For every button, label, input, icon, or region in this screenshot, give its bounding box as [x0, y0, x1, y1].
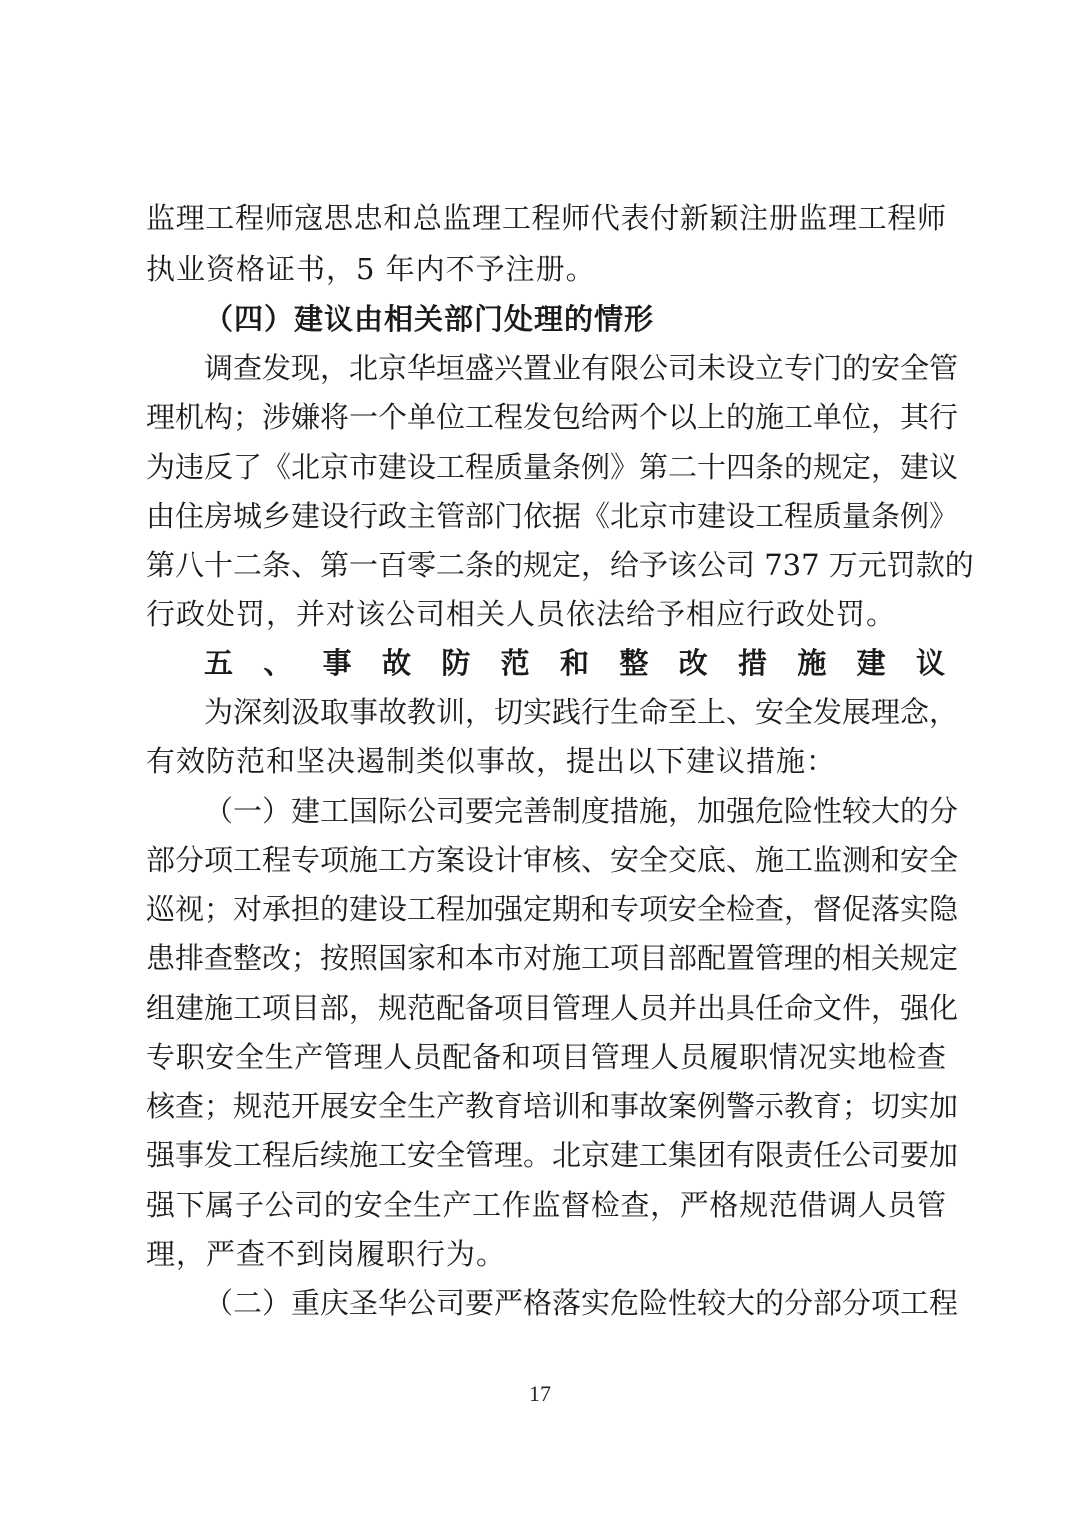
text-line-19: 核查；规范开展安全生产教育培训和事故案例警示教育；切实加	[146, 1089, 959, 1123]
text-line-23: （二）重庆圣华公司要严格落实危险性较大的分部分项工程	[204, 1286, 959, 1320]
text-line-1: 监理工程师寇思忠和总监理工程师代表付新颖注册监理工程师	[146, 201, 946, 235]
subsection-heading-4: （四）建议由相关部门处理的情形	[204, 302, 655, 336]
text-line-20: 强事发工程后续施工安全管理。北京建工集团有限责任公司要加	[146, 1138, 959, 1172]
text-line-8: 第八十二条、第一百零二条的规定，给予该公司 737 万元罚款的	[146, 548, 974, 582]
text-line-7: 由住房城乡建设行政主管部门依据《北京市建设工程质量条例》	[146, 499, 959, 533]
text-line-11: 为深刻汲取事故教训，切实践行生命至上、安全发展理念，	[204, 695, 959, 729]
section-heading-5: 五、事故防范和整改措施建议	[204, 646, 946, 680]
text-line-15: 巡视；对承担的建设工程加强定期和专项安全检查，督促落实隐	[146, 892, 959, 926]
text-line-9: 行政处罚，并对该公司相关人员依法给予相应行政处罚。	[146, 597, 897, 631]
page-number: 17	[529, 1381, 551, 1406]
text-line-14: 部分项工程专项施工方案设计审核、安全交底、施工监测和安全	[146, 843, 959, 877]
text-line-17: 组建施工项目部，规范配备项目管理人员并出具任命文件，强化	[146, 991, 959, 1025]
text-line-12: 有效防范和坚决遏制类似事故，提出以下建议措施：	[146, 744, 837, 778]
text-line-22: 理，严查不到岗履职行为。	[146, 1237, 507, 1271]
text-line-5: 理机构；涉嫌将一个单位工程发包给两个以上的施工单位，其行	[146, 400, 959, 434]
text-line-6: 为违反了《北京市建设工程质量条例》第二十四条的规定，建议	[146, 450, 959, 484]
text-line-13: （一）建工国际公司要完善制度措施，加强危险性较大的分	[204, 794, 959, 828]
text-line-18: 专职安全生产管理人员配备和项目管理人员履职情况实地检查	[146, 1040, 946, 1074]
text-line-16: 患排查整改；按照国家和本市对施工项目部配置管理的相关规定	[146, 941, 959, 975]
text-line-21: 强下属子公司的安全生产工作监督检查，严格规范借调人员管	[146, 1188, 946, 1222]
text-line-2: 执业资格证书，5 年内不予注册。	[146, 252, 596, 286]
text-line-4: 调查发现，北京华垣盛兴置业有限公司未设立专门的安全管	[204, 351, 959, 385]
